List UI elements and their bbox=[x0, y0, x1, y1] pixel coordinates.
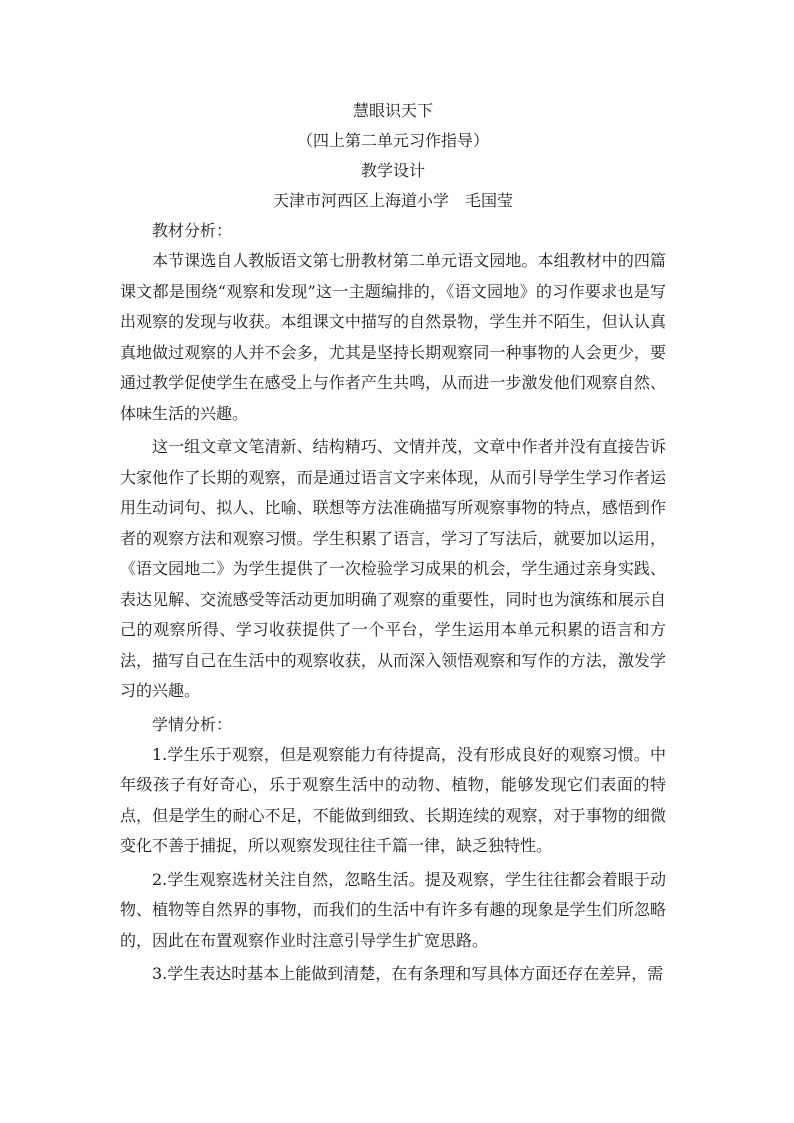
paragraph: 2.学生观察选材关注自然，忽略生活。提及观察，学生往往都会着眼于动物、植物等自然界的事物，而我们的生活中有许多有趣的现象是学生们所忽略的，因此在布置观察作业时注意引导学生扩宽思路。 bbox=[120, 869, 666, 950]
document-type: 教学设计 bbox=[360, 161, 425, 180]
document-body bbox=[120, 96, 666, 993]
document-subtitle: （四上第二单元习作指导） bbox=[296, 131, 489, 150]
section-heading-student-analysis: 学情分析： bbox=[152, 714, 233, 734]
paragraph: 这一组文章文笔清新、结构精巧、文情并茂，文章中作者并没有直接告诉大家他作了长期的观察，而是通过语言文字来体现，从而引导学生学习作者运用生动词句、拟人、比喻、联想等方法准确描写所观察事物的特点，感悟到作者的观察方法和观察习惯。学生积累了语言，学习了写法后，就要加以运用，《语文园地二》为学生提供了一次检验学习成果的机会，学生通过亲身实践、表达见解、交流感受等活动更加明确了观察的重要性，同时也为演练和展示自己的观察所得、学习收获提供了一个平台，学生运用本单元积累的语言和方法，描写自己在生活中的观察收获，从而深入领悟观察和写作的方法，激发学习的兴趣。 bbox=[120, 437, 666, 700]
document-title: 慧眼识天下 bbox=[352, 101, 433, 120]
paragraph: 1.学生乐于观察，但是观察能力有待提高，没有形成良好的观察习惯。中年级孩子有好奇心，乐于观察生活中的动物、植物，能够发现它们表面的特点，但是学生的耐心不足，不能做到细致、长期连续的观察，对于事物的细微变化不善于捕捉，所以观察发现往往千篇一律，缺乏独特性。 bbox=[120, 744, 666, 855]
author-line: 天津市河西区上海道小学 毛国莹 bbox=[272, 191, 513, 210]
paragraph: 本节课选自人教版语文第七册教材第二单元语文园地。本组教材中的四篇课文都是围绕“观察和发现”这一主题编排的，《语文园地》的习作要求也是写出观察的发现与收获。本组课文中描写的自然景物，学生并不陌生，但认认真真地做过观察的人并不会多，尤其是坚持长期观察同一种事物的人会更少，要通过教学促使学生在感受上与作者产生共鸣，从而进一步激发他们观察自然、体味生活的兴趣。 bbox=[120, 251, 666, 423]
section-heading-textbook-analysis: 教材分析： bbox=[152, 221, 233, 240]
paragraph: 3.学生表达时基本上能做到清楚，在有条理和写具体方面还存在差异，需 bbox=[152, 964, 664, 983]
